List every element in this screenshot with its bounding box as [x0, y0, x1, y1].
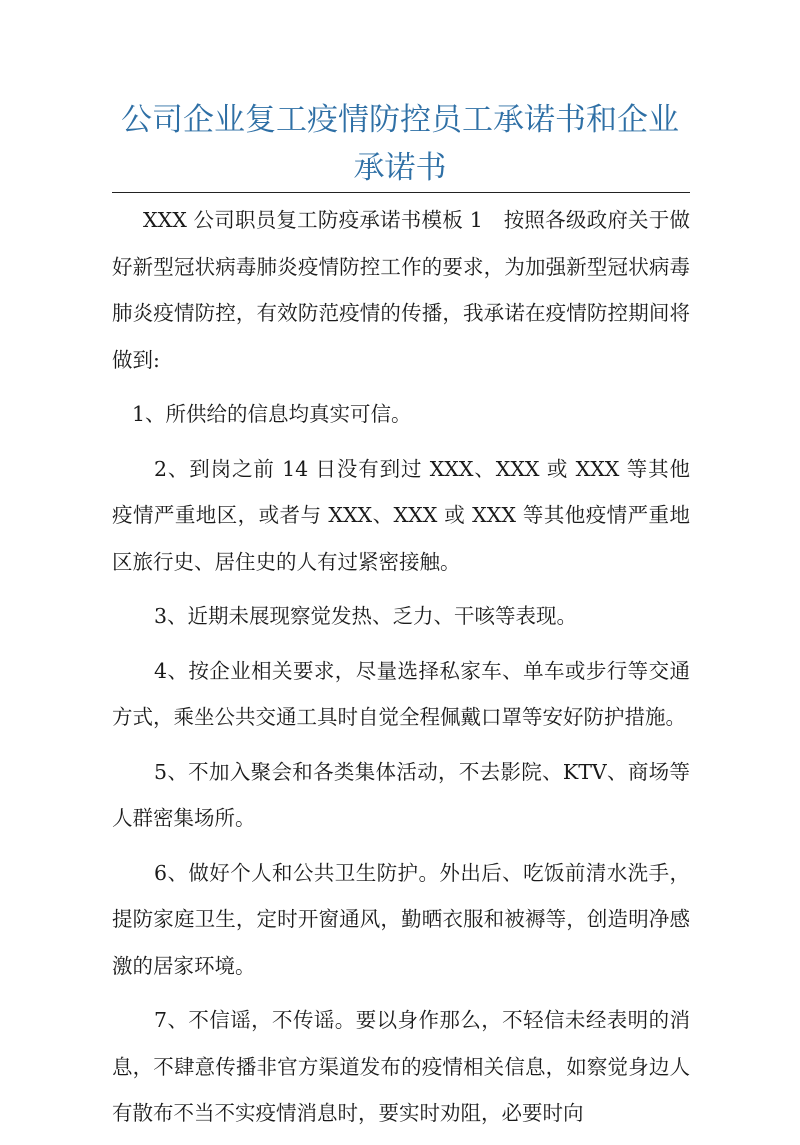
intro-paragraph: XXX 公司职员复工防疫承诺书模板 1 按照各级政府关于做好新型冠状病毒肺炎疫情防控工作的要求，为加强新型冠状病毒肺炎疫情防控，有效防范疫情的传播，我承诺在疫情防控期间将做到:: [112, 208, 690, 372]
commitment-item-6: 6、做好个人和公共卫生防护。外出后、吃饭前清水洗手，提防家庭卫生，定时开窗通风，勤晒衣服和被褥等，创造明净感激的居家环境。: [112, 860, 690, 978]
document-body: [112, 197, 690, 1145]
commitment-item-3: 3、近期未展现察觉发热、乏力、干咳等表现。: [154, 604, 578, 628]
title-divider: [112, 192, 690, 193]
commitment-item-5: 5、不加入聚会和各类集体活动，不去影院、KTV、商场等人群密集场所。: [112, 759, 690, 830]
commitment-item-4: 4、按企业相关要求，尽量选择私家车、单车或步行等交通方式，乘坐公共交通工具时自觉全程佩戴口罩等安好防护措施。: [112, 658, 690, 729]
commitment-item-7: 7、不信谣，不传谣。要以身作那么，不轻信未经表明的消息，不肆意传播非官方渠道发布的疫情相关信息，如察觉身边人有散布不当不实疫情消息时，要实时劝阻，必要时向: [112, 1008, 690, 1125]
document-title: 公司企业复工疫情防控员工承诺书和企业承诺书: [121, 102, 679, 186]
commitment-item-2: 2、到岗之前 14 日没有到过 XXX、XXX 或 XXX 等其他疫情严重地区，或者与 XXX、XXX 或 XXX 等其他疫情严重地区旅行史、居住史的人有过紧密接触。: [112, 456, 690, 574]
commitment-item-1: 1、所供给的信息均真实可信。: [132, 402, 412, 426]
